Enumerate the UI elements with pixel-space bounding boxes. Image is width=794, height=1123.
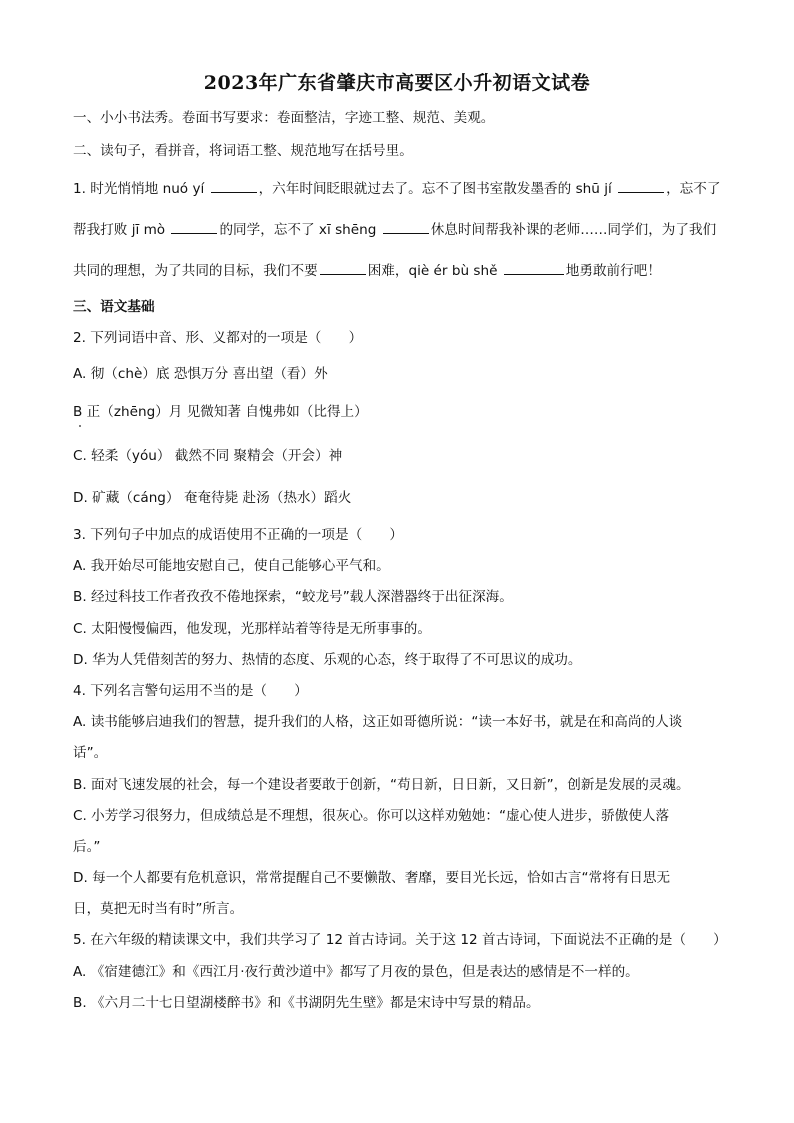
q4-option-b: B. 面对飞速发展的社会，每一个建设者要敢于创新，“苟日新，日日新，又日新”，创新是发展的灵魂。 bbox=[73, 777, 690, 793]
q1-text: ，六年时间眨眼就过去了。忘不了图书室散发墨香的 shū jí bbox=[258, 181, 617, 197]
q2-option-d: D. 矿藏（cáng） 奄奄待毙 赴汤（热水）蹈火 bbox=[73, 490, 352, 506]
answer-blank[interactable] bbox=[383, 219, 429, 234]
answer-blank[interactable] bbox=[618, 178, 664, 193]
q3-option-a: A. 我开始尽可能地安慰自己，使自己能够心平气和。 bbox=[73, 558, 390, 574]
page-title: 2023年广东省肇庆市高要区小升初语文试卷 bbox=[203, 72, 591, 94]
q2-stem: 2. 下列词语中音、形、义都对的一项是（ ） bbox=[73, 330, 363, 346]
q4-option-a: A. 读书能够启迪我们的智慧，提升我们的人格，这正如哥德所说：“读一本好书，就是在和高尚的人谈 bbox=[73, 714, 683, 730]
q1-text: 共同的理想，为了共同的目标，我们不要 bbox=[73, 263, 318, 279]
q1-text: 帮我打败 jī mò bbox=[73, 222, 170, 238]
q4-option-d: D. 每一个人都要有危机意识，常常提醒自己不要懒散、奢靡，要目光长远，恰如古言“常将有日思无 bbox=[73, 870, 671, 886]
q1-line-2 bbox=[73, 219, 716, 240]
q1-text: 休息时间帮我补课的老师……同学们，为了我们 bbox=[430, 222, 717, 238]
q4-option-a-cont: 话”。 bbox=[73, 745, 108, 761]
q4-stem: 4. 下列名言警句运用不当的是（ ） bbox=[73, 683, 308, 699]
q1-text: 地勇敢前行吧！ bbox=[565, 263, 661, 279]
q5-option-a: A. 《宿建德江》和《西江月·夜行黄沙道中》都写了月夜的景色，但是表达的感情是不一样的。 bbox=[73, 964, 639, 980]
q2-option-a: A. 彻（chè）底 恐惧万分 喜出望（看）外 bbox=[73, 366, 328, 382]
q3-option-b: B. 经过科技工作者孜孜不倦地探索，“蛟龙号”载人深潜器终于出征深海。 bbox=[73, 589, 513, 605]
q5-stem: 5. 在六年级的精读课文中，我们共学习了 12 首古诗词。关于这 12 首古诗词，下面说法不正确的是（ ） bbox=[73, 932, 727, 948]
answer-blank[interactable] bbox=[320, 260, 366, 275]
answer-blank[interactable] bbox=[504, 260, 564, 275]
q3-option-c: C. 太阳慢慢偏西，他发现，光那样站着等待是无所事事的。 bbox=[73, 621, 431, 637]
q2-option-b: B 正（zhēng）月 见微知著 自愧弗如（比得上） bbox=[73, 404, 368, 420]
q1-text: ，忘不了 bbox=[666, 181, 721, 197]
q1-text: 的同学，忘不了 xī shēng bbox=[219, 222, 381, 238]
q2-option-c: C. 轻柔（yóu） 截然不同 聚精会（开会）神 bbox=[73, 448, 343, 464]
section-basics: 三、语文基础 bbox=[73, 299, 155, 315]
stray-dot bbox=[79, 425, 81, 427]
q1-text: 困难，qiè ér bù shě bbox=[367, 263, 502, 279]
q1-text: 1. 时光悄悄地 nuó yí bbox=[73, 181, 209, 197]
q1-line-3 bbox=[73, 260, 661, 281]
answer-blank[interactable] bbox=[171, 219, 217, 234]
q5-option-b: B. 《六月二十七日望湖楼醉书》和《书湖阴先生壁》都是宋诗中写景的精品。 bbox=[73, 995, 540, 1011]
section-calligraphy: 一、小小书法秀。卷面书写要求：卷面整洁，字迹工整、规范、美观。 bbox=[73, 110, 495, 126]
q3-option-d: D. 华为人凭借刻苦的努力、热情的态度、乐观的心态，终于取得了不可思议的成功。 bbox=[73, 652, 582, 668]
q1-line-1 bbox=[73, 178, 720, 199]
q4-option-c: C. 小芳学习很努力，但成绩总是不理想，很灰心。你可以这样劝勉她：“虚心使人进步，骄傲使人落 bbox=[73, 808, 670, 824]
q4-option-c-cont: 后。” bbox=[73, 839, 101, 855]
q3-stem: 3. 下列句子中加点的成语使用不正确的一项是（ ） bbox=[73, 527, 403, 543]
answer-blank[interactable] bbox=[211, 178, 257, 193]
q4-option-d-cont: 日，莫把无时当有时”所言。 bbox=[73, 901, 244, 917]
section-pinyin: 二、读句子，看拼音，将词语工整、规范地写在括号里。 bbox=[73, 143, 413, 159]
